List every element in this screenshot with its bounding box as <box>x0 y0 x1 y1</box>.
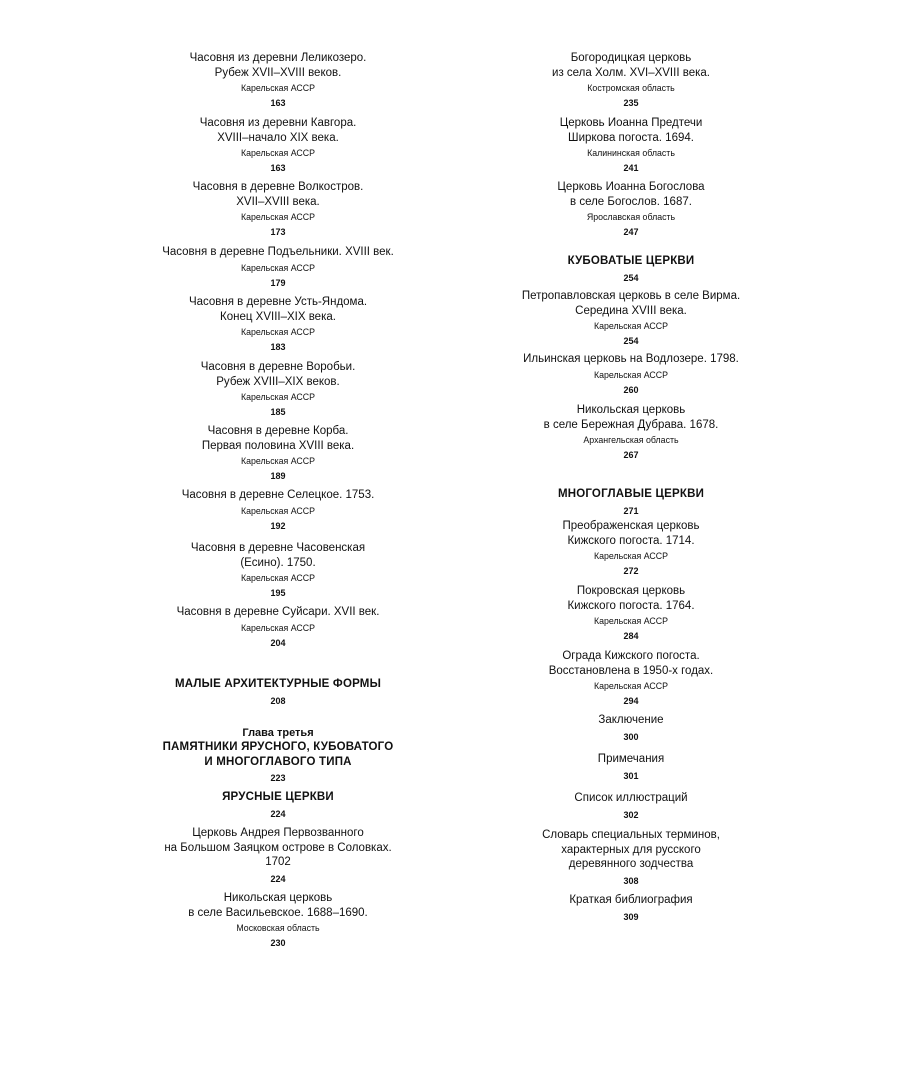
entry-title-line: Церковь Иоанна Предтечи <box>559 117 703 129</box>
entry-region: Карельская АССР <box>240 392 315 402</box>
entry-page-number: 284 <box>623 631 639 641</box>
chapter-title-line: ПАМЯТНИКИ ЯРУСНОГО, КУБОВАТОГО <box>162 741 394 753</box>
entry-title-line: в селе Богослов. 1687. <box>570 195 692 208</box>
toc-entry <box>108 488 448 532</box>
toc-entry <box>108 891 448 949</box>
entry-title-line: Богородицкая церковь <box>570 52 692 64</box>
toc-entry <box>461 791 801 821</box>
entry-region: Карельская АССР <box>240 456 315 466</box>
entry-title-line: Часовня из деревни Кавгора. <box>199 117 357 129</box>
entry-page-number: 224 <box>270 808 286 819</box>
chapter-heading <box>108 727 448 784</box>
entry-title-line: характерных для русского <box>561 843 701 856</box>
entry-region: Калининская область <box>587 148 675 158</box>
entry-title-line: Церковь Андрея Первозванного <box>192 827 364 839</box>
toc-entry <box>461 116 801 174</box>
entry-page-number: 185 <box>270 407 286 417</box>
entry-page-number: 260 <box>623 384 639 395</box>
entry-title-line: Преображенская церковь <box>562 520 700 532</box>
entry-page-number: 208 <box>270 695 286 706</box>
entry-page-number: 163 <box>270 163 286 173</box>
entry-title-line: Покровская церковь <box>576 585 686 597</box>
entry-page-number: 192 <box>270 520 286 531</box>
entry-region: Карельская АССР <box>593 681 668 691</box>
chapter-title-line: И МНОГОГЛАВОГО ТИПА <box>204 755 352 768</box>
entry-title-line: Никольская церковь <box>223 892 333 904</box>
entry-page-number: 309 <box>623 911 639 922</box>
toc-entry <box>108 295 448 353</box>
toc-entry <box>108 541 448 599</box>
section-heading-small-forms <box>108 677 448 707</box>
entry-title-line: Часовня из деревни Леликозеро. <box>189 52 367 64</box>
toc-entry <box>461 649 801 707</box>
toc-entry <box>461 289 801 347</box>
entry-title-line: Ширкова погоста. 1694. <box>568 131 694 144</box>
entry-region: Костромская область <box>587 83 675 93</box>
entry-title-line: Часовня в деревне Селецкое. 1753. <box>181 489 375 501</box>
entry-title-line: Петропавловская церковь в селе Вирма. <box>521 290 741 302</box>
entry-page-number: 294 <box>623 696 639 706</box>
entry-page-number: 183 <box>270 342 286 352</box>
entry-title-line: Заключение <box>598 714 664 726</box>
section-heading: КУБОВАТЫЕ ЦЕРКВИ <box>567 255 695 267</box>
entry-title-line: Середина XVIII века. <box>575 304 687 317</box>
entry-region: Карельская АССР <box>240 262 315 273</box>
entry-title-line: Список иллюстраций <box>574 792 688 804</box>
section-heading: ЯРУСНЫЕ ЦЕРКВИ <box>222 791 334 803</box>
toc-entry <box>108 116 448 174</box>
entry-title-line: Церковь Иоанна Богослова <box>557 181 705 193</box>
toc-entry <box>108 424 448 482</box>
entry-title-line: Часовня в деревне Подъельники. XVIII век. <box>162 246 394 258</box>
section-heading: МАЛЫЕ АРХИТЕКТУРНЫЕ ФОРМЫ <box>174 678 382 690</box>
entry-title-line: Никольская церковь <box>576 404 686 416</box>
entry-title-line: Кижского погоста. 1714. <box>567 534 695 547</box>
entry-page-number: 254 <box>623 272 639 283</box>
entry-page-number: 300 <box>623 731 639 742</box>
entry-title-line: Восстановлена в 1950-х годах. <box>548 664 714 677</box>
entry-title-line: Рубеж XVII–XVIII веков. <box>214 66 342 79</box>
entry-title-line: Кижского погоста. 1764. <box>567 599 695 612</box>
entry-region: Карельская АССР <box>593 369 668 380</box>
toc-entry <box>461 893 801 923</box>
entry-title-line: Часовня в деревне Суйсари. XVII век. <box>176 606 380 618</box>
entry-region: Карельская АССР <box>593 551 668 561</box>
entry-page-number: 271 <box>623 505 639 516</box>
entry-title-line: Часовня в деревне Усть-Яндома. <box>188 296 368 308</box>
entry-title-line: Часовня в деревне Корба. <box>207 425 349 437</box>
toc-entry <box>461 828 801 887</box>
toc-entry <box>108 826 448 885</box>
entry-title-line: Часовня в деревне Часовенская <box>190 542 366 554</box>
entry-title-line: 1702 <box>265 856 291 868</box>
entry-page-number: 173 <box>270 227 286 237</box>
section-heading: МНОГОГЛАВЫЕ ЦЕРКВИ <box>557 488 705 500</box>
entry-region: Карельская АССР <box>240 327 315 337</box>
section-heading-cubic <box>461 254 801 284</box>
entry-title-line: Краткая библиография <box>569 894 693 906</box>
entry-region: Архангельская область <box>583 435 679 445</box>
entry-page-number: 224 <box>270 873 286 884</box>
section-heading-multidome <box>461 487 801 517</box>
toc-entry <box>461 752 801 782</box>
entry-page-number: 189 <box>270 471 286 481</box>
toc-entry <box>461 403 801 461</box>
chapter-label: Глава третья <box>242 727 314 739</box>
entry-region: Карельская АССР <box>593 616 668 626</box>
toc-entry <box>461 584 801 642</box>
toc-entry <box>461 180 801 238</box>
entry-title-line: XVIII–начало XIX века. <box>217 131 339 144</box>
entry-page-number: 308 <box>623 875 639 886</box>
entry-page-number: 223 <box>270 773 286 783</box>
entry-page-number: 272 <box>623 566 639 576</box>
entry-title-line: (Есино). 1750. <box>240 556 316 569</box>
entry-region: Ярославская область <box>586 212 676 222</box>
toc-entry <box>461 519 801 577</box>
toc-entry <box>461 713 801 743</box>
entry-title-line: Часовня в деревне Волкостров. <box>192 181 364 193</box>
entry-region: Карельская АССР <box>240 212 315 222</box>
entry-title-line: XVII–XVIII века. <box>236 195 320 208</box>
entry-region: Карельская АССР <box>240 622 315 633</box>
entry-region: Карельская АССР <box>240 83 315 93</box>
entry-title-line: Ильинская церковь на Водлозере. 1798. <box>523 353 739 365</box>
entry-title-line: Словарь специальных терминов, <box>542 829 720 841</box>
entry-page-number: 204 <box>270 637 286 648</box>
entry-title-line: из села Холм. XVI–XVIII века. <box>552 66 710 79</box>
entry-page-number: 302 <box>623 809 639 820</box>
toc-entry <box>108 360 448 418</box>
entry-region: Карельская АССР <box>593 321 668 331</box>
entry-page-number: 179 <box>270 277 286 288</box>
entry-title-line: Примечания <box>597 753 665 765</box>
entry-page-number: 254 <box>623 336 639 346</box>
entry-page-number: 247 <box>623 227 639 237</box>
entry-title-line: деревянного зодчества <box>568 858 694 870</box>
entry-page-number: 235 <box>623 98 639 108</box>
entry-page-number: 267 <box>623 450 639 460</box>
entry-region: Московская область <box>236 923 320 933</box>
entry-title-line: на Большом Заяцком острове в Соловках. <box>164 841 392 854</box>
entry-title-line: Часовня в деревне Воробьи. <box>200 361 356 373</box>
toc-entry <box>108 180 448 238</box>
toc-entry <box>461 51 801 109</box>
entry-title-line: Ограда Кижского погоста. <box>562 650 700 662</box>
entry-region: Карельская АССР <box>240 148 315 158</box>
entry-title-line: в селе Васильевское. 1688–1690. <box>188 906 368 919</box>
entry-page-number: 163 <box>270 98 286 108</box>
entry-region: Карельская АССР <box>240 505 315 516</box>
entry-title-line: Конец XVIII–XIX века. <box>220 310 336 323</box>
toc-entry <box>108 245 448 289</box>
entry-title-line: в селе Бережная Дубрава. 1678. <box>543 418 719 431</box>
toc-entry <box>108 605 448 649</box>
entry-page-number: 230 <box>270 938 286 948</box>
entry-page-number: 301 <box>623 770 639 781</box>
entry-region: Карельская АССР <box>240 573 315 583</box>
entry-title-line: Рубеж XVIII–XIX веков. <box>216 375 340 388</box>
section-heading-tiered <box>108 790 448 820</box>
entry-title-line: Первая половина XVIII века. <box>201 439 355 452</box>
toc-entry <box>108 51 448 109</box>
entry-page-number: 195 <box>270 588 286 598</box>
toc-entry <box>461 352 801 396</box>
entry-page-number: 241 <box>623 163 639 173</box>
